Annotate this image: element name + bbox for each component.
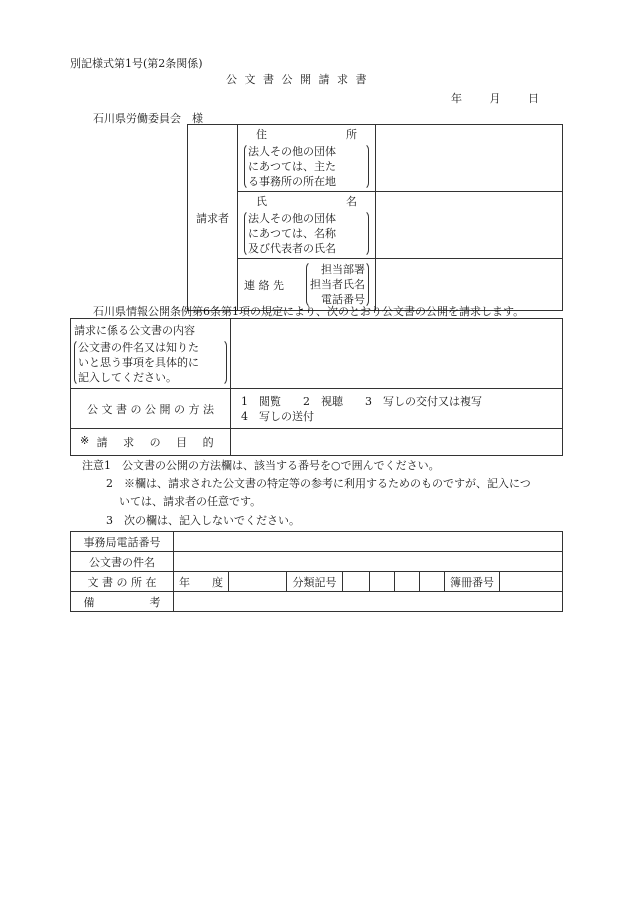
name-label-right: 名 [346, 195, 357, 208]
name-label-cell [238, 192, 376, 259]
address-label-right: 所 [346, 128, 357, 141]
contact-note-line: 担当者氏名 [310, 278, 365, 291]
content-label: 請求に係る公文書の内容 [74, 323, 195, 337]
date-year: 年 [451, 92, 462, 105]
subject-value [174, 552, 563, 572]
date-month: 月 [489, 92, 501, 105]
name-note [244, 210, 369, 257]
contact-label: 連 絡 先 [244, 278, 284, 292]
method-label: 公 文 書 の 公 開 の 方 法 [71, 389, 231, 429]
phone-label: 事務局電話番号 [71, 532, 174, 552]
address-note-line: にあつては、主た [248, 160, 336, 173]
note-2-line1: 2 ※欄は、請求された公文書の特定等の参考に利用するためのものですが、記入につ [106, 477, 531, 490]
content-label-cell [71, 319, 231, 389]
note-1: 注意1 公文書の公開の方法欄は、該当する番号を○で囲んでください。 [82, 459, 440, 472]
name-label-left: 氏 [256, 195, 267, 208]
purpose-mark: ※ [80, 434, 90, 447]
note-2-line2: いては、請求者の任意です。 [119, 495, 262, 508]
classification-box [343, 572, 370, 592]
request-statement: 石川県情報公開条例第6条第1項の規定により、次のとおり公文書の公開を請求します。 [93, 305, 525, 318]
date-line [451, 90, 539, 106]
form-number: 別記様式第1号(第2条関係) [70, 57, 203, 70]
requester-label: 請求者 [188, 125, 238, 311]
address-note-line: る事務所の所在地 [248, 175, 336, 188]
phone-value [174, 532, 563, 552]
address-label-left: 住 [256, 128, 267, 141]
name-note-line: 法人その他の団体 [248, 212, 336, 225]
purpose-label: 請 求 の 目 的 [96, 436, 220, 449]
method-options-line1[interactable]: 1 閲覧 2 視聴 3 写しの交付又は複写 [241, 394, 482, 408]
fiscal-year-label: 年 度 [174, 572, 229, 592]
name-note-line: にあつては、名称 [248, 227, 336, 240]
addressee: 石川県労働委員会 様 [93, 112, 203, 125]
remarks-value [174, 592, 563, 612]
name-input[interactable] [376, 192, 563, 259]
subject-label: 公文書の件名 [71, 552, 174, 572]
date-day: 日 [528, 92, 539, 105]
fiscal-year-value [229, 572, 287, 592]
purpose-label-cell [71, 429, 231, 456]
name-note-line: 及び代表者の氏名 [248, 242, 336, 255]
address-input[interactable] [376, 125, 563, 192]
method-options-line2[interactable]: 4 写しの送付 [241, 409, 314, 423]
office-table [70, 531, 563, 612]
remarks-label: 備 考 [71, 592, 174, 612]
address-note [244, 143, 369, 190]
content-input[interactable] [231, 319, 563, 389]
address-label-cell [238, 125, 376, 192]
content-note-line: いと思う事項を具体的に [78, 355, 199, 369]
purpose-input[interactable] [231, 429, 563, 456]
method-options-cell[interactable] [231, 389, 563, 429]
document-title: 公 文 書 公 開 請 求 書 [226, 73, 369, 86]
content-note [74, 339, 227, 386]
contact-note [306, 261, 369, 308]
address-note-line: 法人その他の団体 [248, 145, 336, 158]
ledger-value [500, 572, 563, 592]
location-label: 文 書 の 所 在 [71, 572, 174, 592]
classification-box [370, 572, 395, 592]
request-table [70, 318, 563, 456]
ledger-label: 簿冊番号 [445, 572, 500, 592]
requester-table [187, 124, 563, 311]
classification-label: 分類記号 [287, 572, 343, 592]
content-note-line: 公文書の件名又は知りた [78, 340, 199, 354]
classification-box [420, 572, 445, 592]
contact-note-line: 担当部署 [321, 263, 365, 276]
contact-note-line: 電話番号 [321, 293, 365, 306]
classification-box [395, 572, 420, 592]
content-note-line: 記入してください。 [78, 370, 177, 384]
note-3: 3 次の欄は、記入しないでください。 [106, 514, 300, 527]
